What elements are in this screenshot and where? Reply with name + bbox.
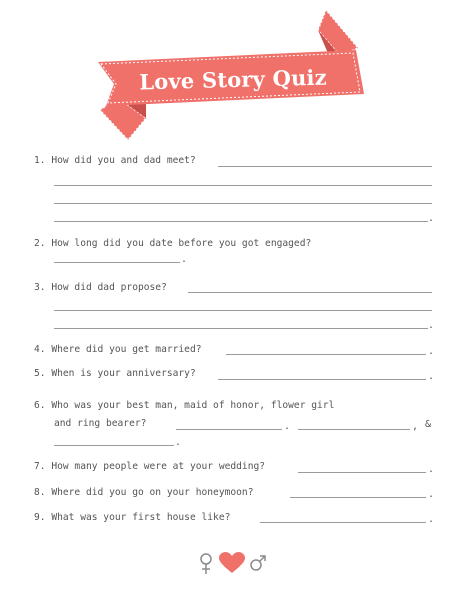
answer-line[interactable] bbox=[176, 429, 282, 430]
ampersand: & bbox=[425, 419, 432, 430]
answer-line[interactable] bbox=[290, 497, 426, 498]
period: . bbox=[284, 421, 291, 432]
period: . bbox=[181, 254, 188, 265]
answer-line[interactable] bbox=[54, 203, 432, 204]
question-4: 4. Where did you get married? bbox=[34, 344, 202, 355]
period: . bbox=[428, 514, 435, 525]
answer-line[interactable] bbox=[188, 292, 432, 293]
answer-line[interactable] bbox=[54, 310, 432, 311]
answer-line[interactable] bbox=[54, 328, 428, 329]
answer-line[interactable] bbox=[298, 429, 410, 430]
period: . bbox=[428, 320, 435, 331]
question-7: 7. How many people were at your wedding? bbox=[34, 461, 266, 472]
answer-line[interactable] bbox=[260, 522, 426, 523]
answer-line[interactable] bbox=[54, 221, 428, 222]
footer-icons bbox=[198, 550, 268, 580]
male-symbol-icon bbox=[249, 554, 267, 572]
page-title: Love Story Quiz bbox=[138, 64, 328, 94]
answer-line[interactable] bbox=[54, 445, 174, 446]
answer-line[interactable] bbox=[218, 379, 426, 380]
period: . bbox=[428, 489, 435, 500]
question-9: 9. What was your first house like? bbox=[34, 512, 231, 523]
banner-right-tail bbox=[318, 10, 358, 56]
question-6-continued: and ring bearer? bbox=[54, 418, 147, 429]
question-5: 5. When is your anniversary? bbox=[34, 368, 196, 379]
question-6: 6. Who was your best man, maid of honor, flower girl bbox=[34, 400, 335, 411]
heart-icon bbox=[219, 552, 245, 574]
comma: , bbox=[412, 421, 419, 432]
answer-line[interactable] bbox=[54, 262, 180, 263]
period: . bbox=[428, 371, 435, 382]
period: . bbox=[428, 213, 435, 224]
answer-line[interactable] bbox=[298, 472, 426, 473]
answer-line[interactable] bbox=[54, 185, 432, 186]
answer-line[interactable] bbox=[226, 354, 426, 355]
question-3: 3. How did dad propose? bbox=[34, 282, 167, 293]
period: . bbox=[428, 346, 435, 357]
period: . bbox=[428, 464, 435, 475]
period: . bbox=[175, 437, 182, 448]
question-2: 2. How long did you date before you got engaged? bbox=[34, 238, 312, 249]
question-8: 8. Where did you go on your honeymoon? bbox=[34, 487, 254, 498]
answer-line[interactable] bbox=[218, 166, 432, 167]
question-1: 1. How did you and dad meet? bbox=[34, 155, 196, 166]
female-symbol-icon bbox=[198, 552, 214, 576]
